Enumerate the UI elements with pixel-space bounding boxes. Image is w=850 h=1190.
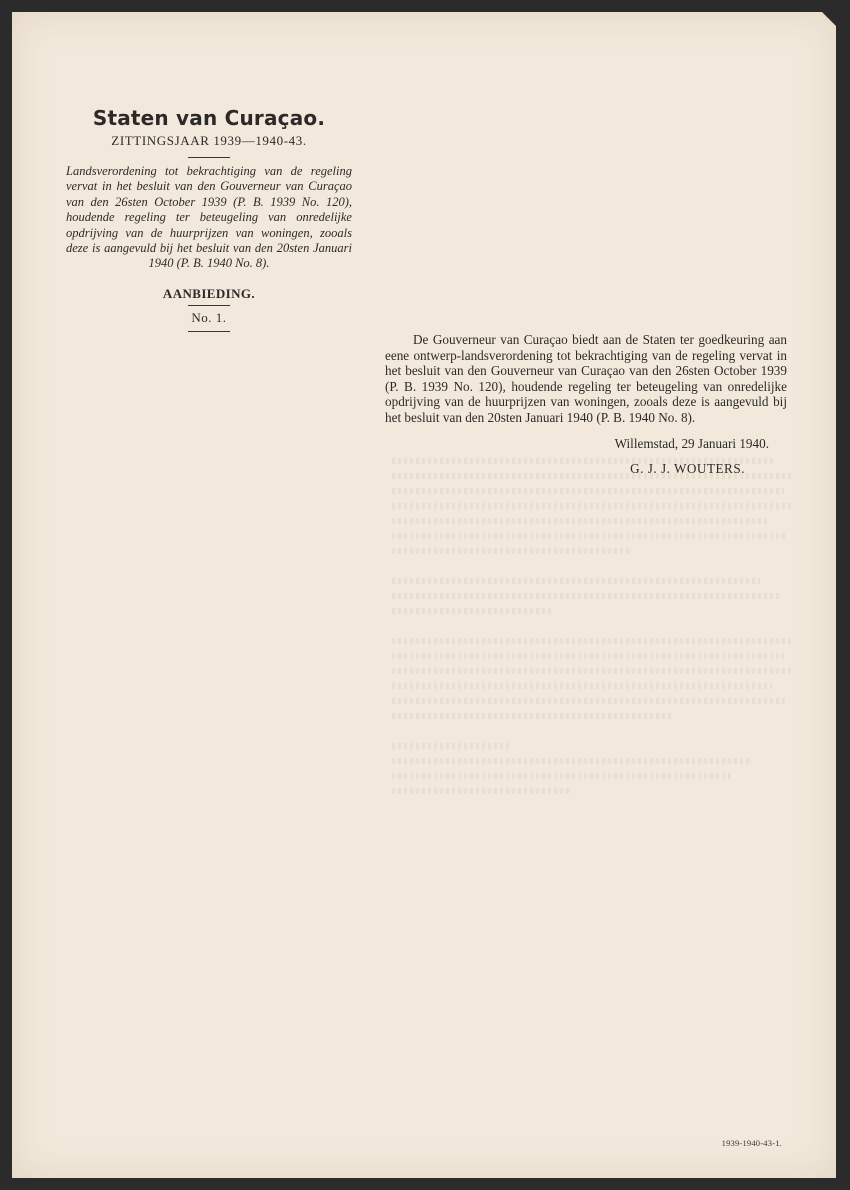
archive-reference: 1939-1940-43-1. — [721, 1138, 782, 1148]
paper-sheet — [12, 12, 836, 1178]
folded-corner — [822, 12, 836, 26]
signatory: G. J. J. WOUTERS. — [630, 461, 745, 477]
document-title: Staten van Curaçao. — [92, 106, 326, 130]
document-heading-column — [64, 105, 354, 338]
letter-column — [385, 332, 787, 477]
divider — [188, 331, 230, 332]
document-number: No. 1. — [191, 309, 227, 325]
subject-description: Landsverordening tot bekrachtiging van de regeling vervat in het besluit van den Gouverneur van Curaçao van den 26sten October 1939 (P. B. 1939 No. 120), houdende regeling ter beteugeling van onredelijke opdrijving van de huurprijzen van woningen, zooals deze is aangevuld bij het besluit van den 20sten Januari 1940 (P. B. 1940 No. 8). — [66, 164, 352, 271]
divider — [188, 157, 230, 158]
show-through-text — [392, 458, 792, 878]
divider — [188, 305, 230, 306]
offer-heading: AANBIEDING. — [162, 285, 256, 301]
place-and-date: Willemstad, 29 Januari 1940. — [614, 435, 769, 451]
letter-body: De Gouverneur van Curaçao biedt aan de Staten ter goedkeuring aan eene ontwerp-landsverordening tot bekrachtiging van de regeling vervat in het besluit van den Gouverneur van Curaçao van den 26sten October 1939 (P. B. 1939 No. 120), houdende regeling ter beteugeling van onredelijke opdrijving van de huurprijzen van woningen, zooals deze is aangevuld bij het besluit van den 20sten Januari 1940 (P. B. 1940 No. 8). — [385, 332, 787, 425]
session-year: ZITTINGSJAAR 1939—1940-43. — [111, 133, 307, 148]
